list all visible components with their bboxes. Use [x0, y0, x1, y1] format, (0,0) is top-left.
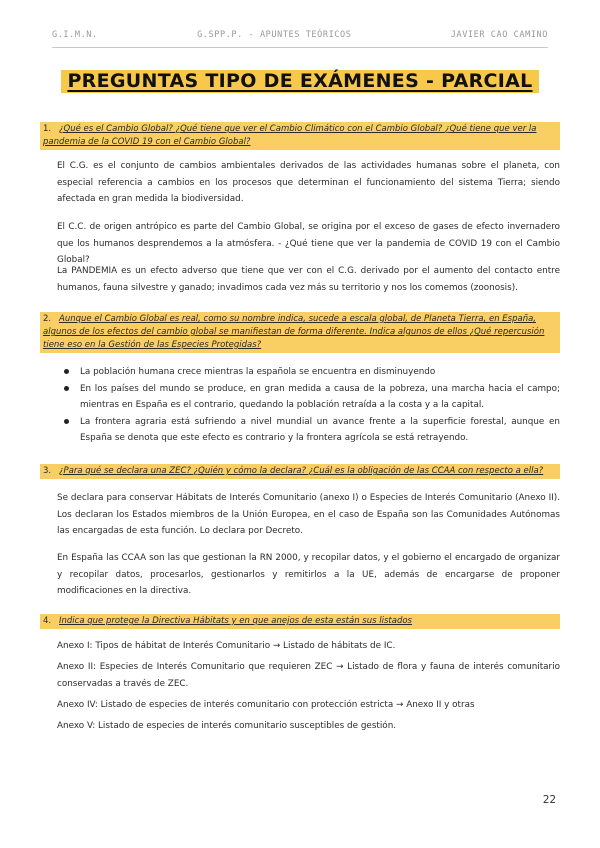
- question-text: Indica que protege la Directiva Hábitats y en que anejos de esta están sus listados: [59, 616, 412, 626]
- question-2: [40, 312, 560, 353]
- question-text: ¿Qué es el Cambio Global? ¿Qué tiene que ver el Cambio Climático con el Cambio Global? ¿Qué tiene que ver la pandemia de la COVID 19 con el Cambio Global?: [43, 124, 537, 147]
- title-container: [0, 70, 600, 93]
- answer-paragraph: El C.G. es el conjunto de cambios ambientales derivados de las actividades humanas sobre el planeta, con especial referencia a cambios en los procesos que determinan el funcionamiento del sistema Tierra; siendo afectada en gran medida la biodiversidad.: [57, 161, 560, 204]
- question-number: 2.: [43, 314, 52, 324]
- page-title: PREGUNTAS TIPO DE EXÁMENES - PARCIAL: [61, 70, 538, 93]
- page-header: [52, 30, 548, 40]
- question-4: [40, 614, 560, 629]
- question-1: [40, 122, 560, 150]
- answer-line: Anexo I: Tipos de hábitat de Interés Comunitario → Listado de hábitats de IC.: [57, 641, 396, 651]
- question-text: ¿Para qué se declara una ZEC? ¿Quién y cómo la declara? ¿Cuál es la obligación de las CCAA con respecto a ella?: [59, 466, 544, 476]
- question-number: 3.: [43, 466, 52, 476]
- answer-paragraph: El C.C. de origen antrópico es parte del Cambio Global, se origina por el exceso de gases de efecto invernadero que los humanos desprendemos a la atmósfera. - ¿Qué tiene que ver la pandemia de COVID 19 con el Cambio Global?: [57, 222, 560, 265]
- answer-paragraph: Se declara para conservar Hábitats de Interés Comunitario (anexo I) o Especies de Interés Comunitario (Anexo II). Los declaran los Estados miembros de la Unión Europea, en el caso de España son las Comunidades Autónomas las encargadas de esta función. Lo declara por Decreto.: [57, 493, 560, 536]
- header-center: G.SPP.P. - APUNTES TEÓRICOS: [197, 30, 352, 40]
- page-number: 22: [542, 793, 556, 806]
- question-3: [40, 464, 560, 479]
- question-number: 1.: [43, 124, 52, 134]
- bullet-icon: [64, 386, 69, 391]
- question-number: 4.: [43, 616, 52, 626]
- answer-paragraph: En España las CCAA son las que gestionan la RN 2000, y recopilar datos, y el gobierno el encargado de organizar y recopilar datos, procesarlos, gestionarlos y remitirlos a la UE, además de encargarse de proponer modificaciones en la directiva.: [57, 553, 560, 596]
- header-left: G.I.M.N.: [52, 30, 98, 40]
- header-right: JAVIER CAO CAMINO: [450, 30, 548, 40]
- list-item: La población humana crece mientras la española se encuentra en disminuyendo: [62, 364, 560, 381]
- question-text: Aunque el Cambio Global es real, como su nombre indica, sucede a escala global, de Planeta Tierra, en España, algunos de los efectos del cambio global se manifiestan de forma diferente. Indica algunos de ellos ¿Qué repercusión tiene eso en la Gestión de las Especies Protegidas?: [43, 314, 545, 350]
- list-item: En los países del mundo se produce, en gran medida a causa de la pobreza, una marcha hacia el campo; mientras en España es el contrario, quedando la población retraída a la costa y a la capital.: [62, 381, 560, 414]
- header-divider: [52, 47, 548, 48]
- answer-line: Anexo V: Listado de especies de interés comunitario susceptibles de gestión.: [57, 721, 397, 731]
- list-item: La frontera agraria está sufriendo a nivel mundial un avance frente a la superficie forestal, aunque en España se denota que este efecto es contrario y la frontera agrícola se está retrayendo.: [62, 414, 560, 447]
- bullet-list: [62, 364, 560, 447]
- bullet-icon: [64, 419, 69, 424]
- answer-line: Anexo II: Especies de Interés Comunitario que requieren ZEC → Listado de flora y fauna de interés comunitario conservadas a través de ZEC.: [57, 662, 560, 689]
- answer-paragraph: La PANDEMIA es un efecto adverso que tiene que ver con el C.G. derivado por el aumento del contacto entre humanos, fauna silvestre y ganado; invadimos cada vez más su territorio y nos los comemos (zoonosis).: [57, 266, 560, 293]
- bullet-icon: [64, 369, 69, 374]
- answer-line: Anexo IV: Listado de especies de interés comunitario con protección estricta → Anexo II y otras: [57, 700, 475, 710]
